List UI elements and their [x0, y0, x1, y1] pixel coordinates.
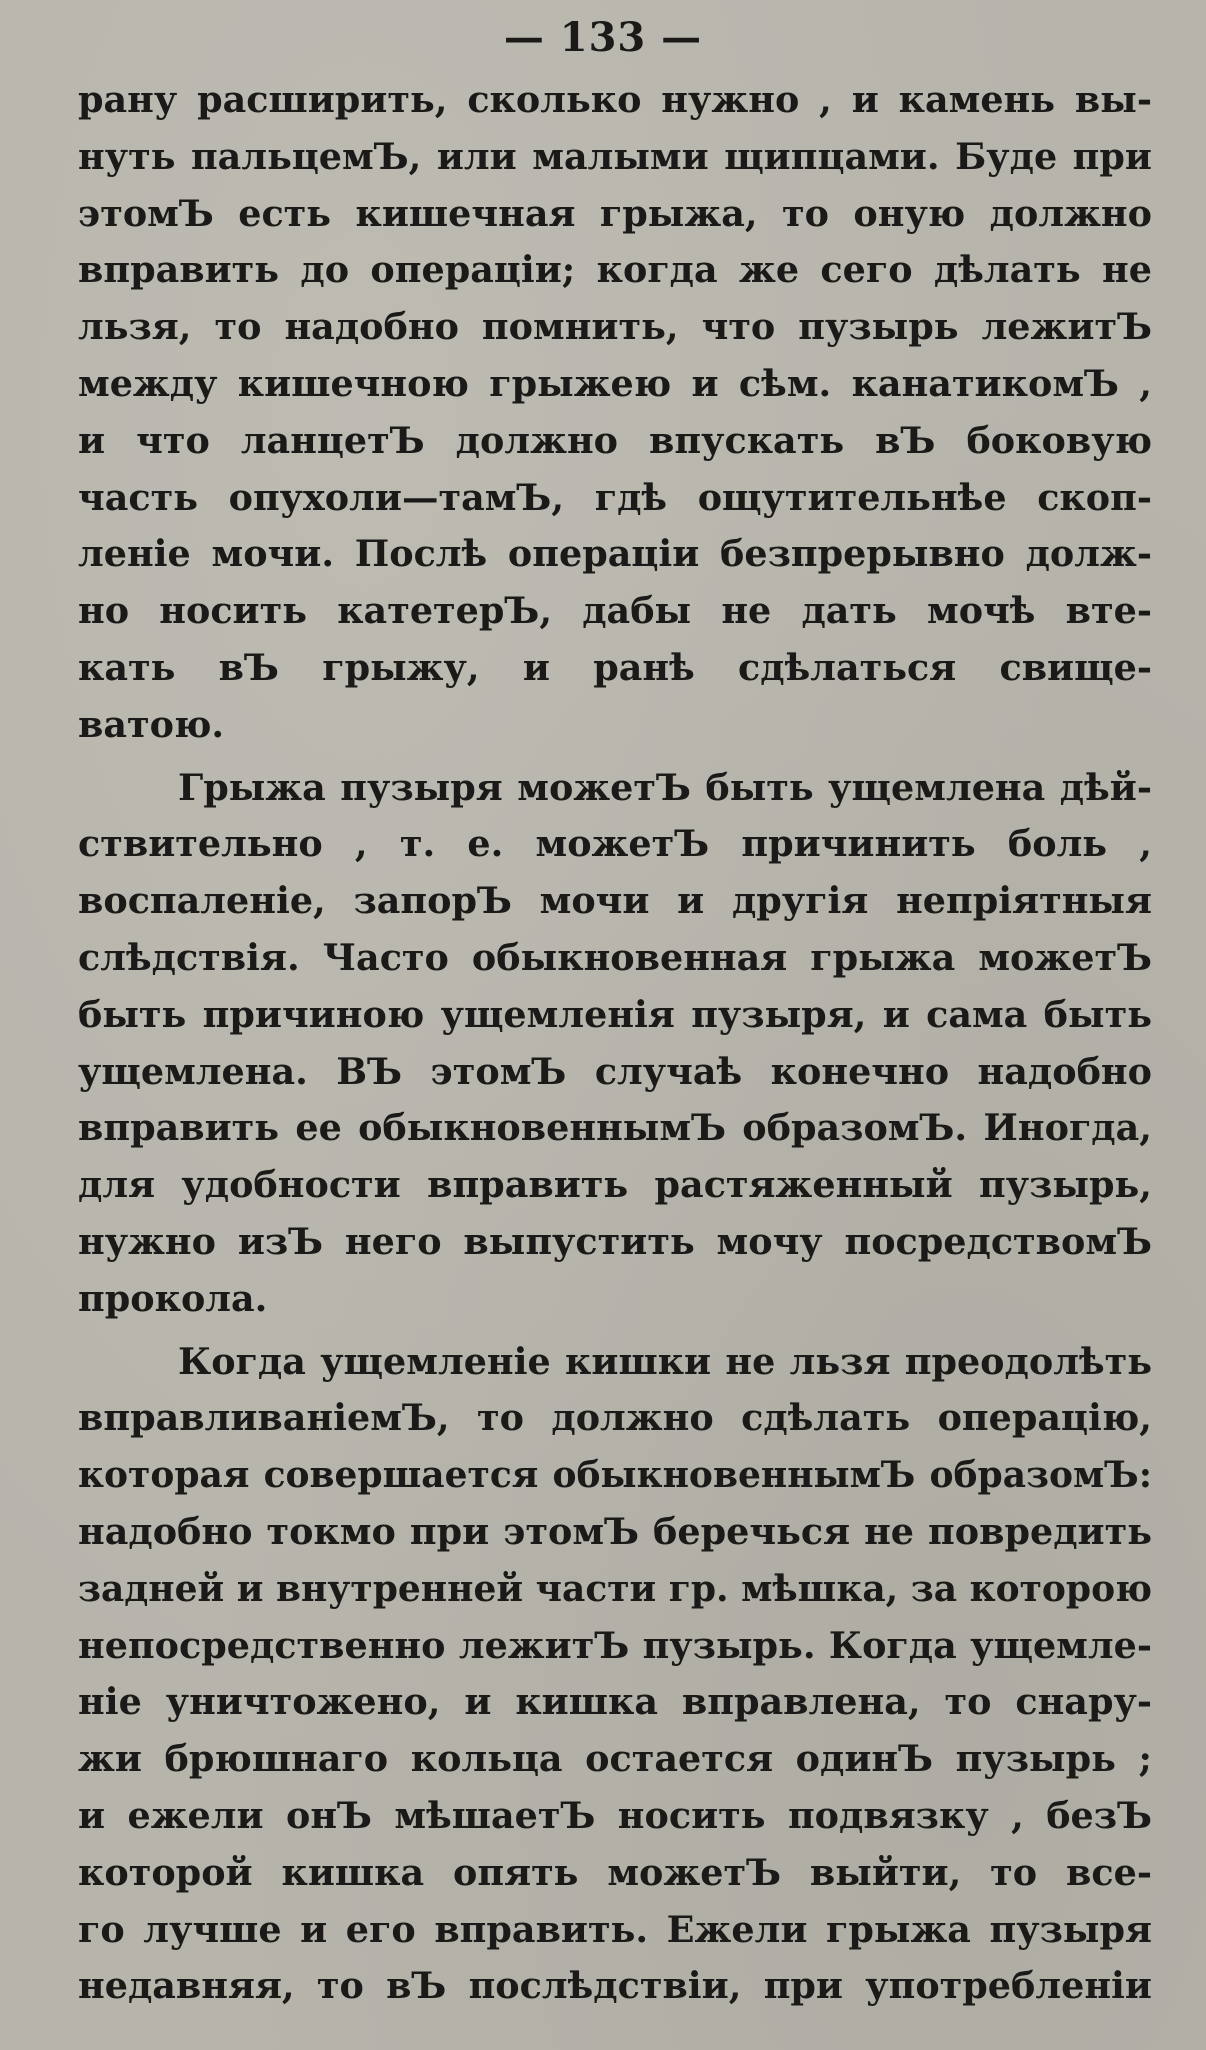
- text-line: вправить ее обыкновеннымЪ образомЪ. Иногда,: [78, 1106, 1152, 1150]
- text-line: которая совершается обыкновеннымЪ образомЪ:: [78, 1454, 1152, 1497]
- text-line: Грыжа пузыря можетЪ быть ущемлена дѣй-: [178, 765, 1152, 809]
- text-line: для удобности вправить растяженный пузырь,: [78, 1163, 1152, 1207]
- paragraph-3: [78, 1334, 1152, 2016]
- paragraph-1: [78, 72, 1152, 754]
- text-line: и что ланцетЪ должно впускать вЪ боковую: [78, 418, 1152, 462]
- text-line: ствительно , т. е. можетЪ причинить боль ,: [78, 822, 1152, 866]
- text-line: этомЪ есть кишечная грыжа, то оную должно: [78, 191, 1152, 235]
- text-line: вправить до операціи; когда же сего дѣлать не: [78, 248, 1152, 292]
- text-line: часть опухоли—тамЪ, гдѣ ощутительнѣе скоп-: [78, 475, 1152, 519]
- text-line: прокола.: [78, 1276, 268, 1320]
- text-line: нуть пальцемЪ, или малыми щипцами. Буде при: [78, 134, 1152, 178]
- text-line: вправливаніемЪ, то должно сдѣлать операцію,: [78, 1396, 1152, 1440]
- text-line: недавняя, то вЪ послѣдствіи, при употребленіи: [78, 1964, 1152, 2008]
- text-line: слѣдствія. Часто обыкновенная грыжа можетЪ: [78, 935, 1152, 979]
- text-line: надобно токмо при этомЪ беречься не повредить: [78, 1509, 1152, 1553]
- text-line: жи брюшнаго кольца остается одинЪ пузырь ;: [78, 1737, 1152, 1781]
- text-line: леніе мочи. Послѣ операціи безпрерывно долж-: [78, 532, 1152, 576]
- text-line: ущемлена. ВЪ этомЪ случаѣ конечно надобно: [78, 1049, 1152, 1093]
- text-line: непосредственно лежитЪ пузырь. Когда ущемле-: [78, 1623, 1152, 1667]
- text-line: ніе уничтожено, и кишка вправлена, то снару-: [78, 1680, 1152, 1724]
- text-line: между кишечною грыжею и сѣм. канатикомЪ ,: [78, 361, 1152, 405]
- text-line: воспаленіе, запорЪ мочи и другія непріятныя: [78, 879, 1152, 923]
- text-line: ватою.: [78, 702, 225, 746]
- page-number: — 133 —: [503, 14, 703, 61]
- text-line: льзя, то надобно помнить, что пузырь лежитЪ: [78, 305, 1152, 349]
- text-line: которой кишка опять можетЪ выйти, то все-: [78, 1850, 1152, 1894]
- text-line: и ежели онЪ мѣшаетЪ носить подвязку , безЪ: [78, 1793, 1152, 1837]
- text-line: быть причиною ущемленія пузыря, и сама быть: [78, 992, 1152, 1036]
- text-line: нужно изЪ него выпустить мочу посредствомЪ: [78, 1219, 1152, 1263]
- paragraph-2: [78, 760, 1152, 1328]
- text-line: задней и внутренней части гр. мѣшка, за которою: [78, 1567, 1152, 1610]
- text-line: но носить катетерЪ, дабы не дать мочѣ вте-: [78, 589, 1152, 633]
- text-line: рану расширить, сколько нужно , и камень вы-: [78, 78, 1152, 121]
- text-line: Когда ущемленіе кишки не льзя преодолѣть: [178, 1339, 1152, 1383]
- text-block: [78, 72, 1152, 2015]
- text-line: го лучше и его вправить. Ежели грыжа пузыря: [78, 1907, 1152, 1951]
- text-line: кать вЪ грыжу, и ранѣ сдѣлаться свище-: [78, 645, 1152, 689]
